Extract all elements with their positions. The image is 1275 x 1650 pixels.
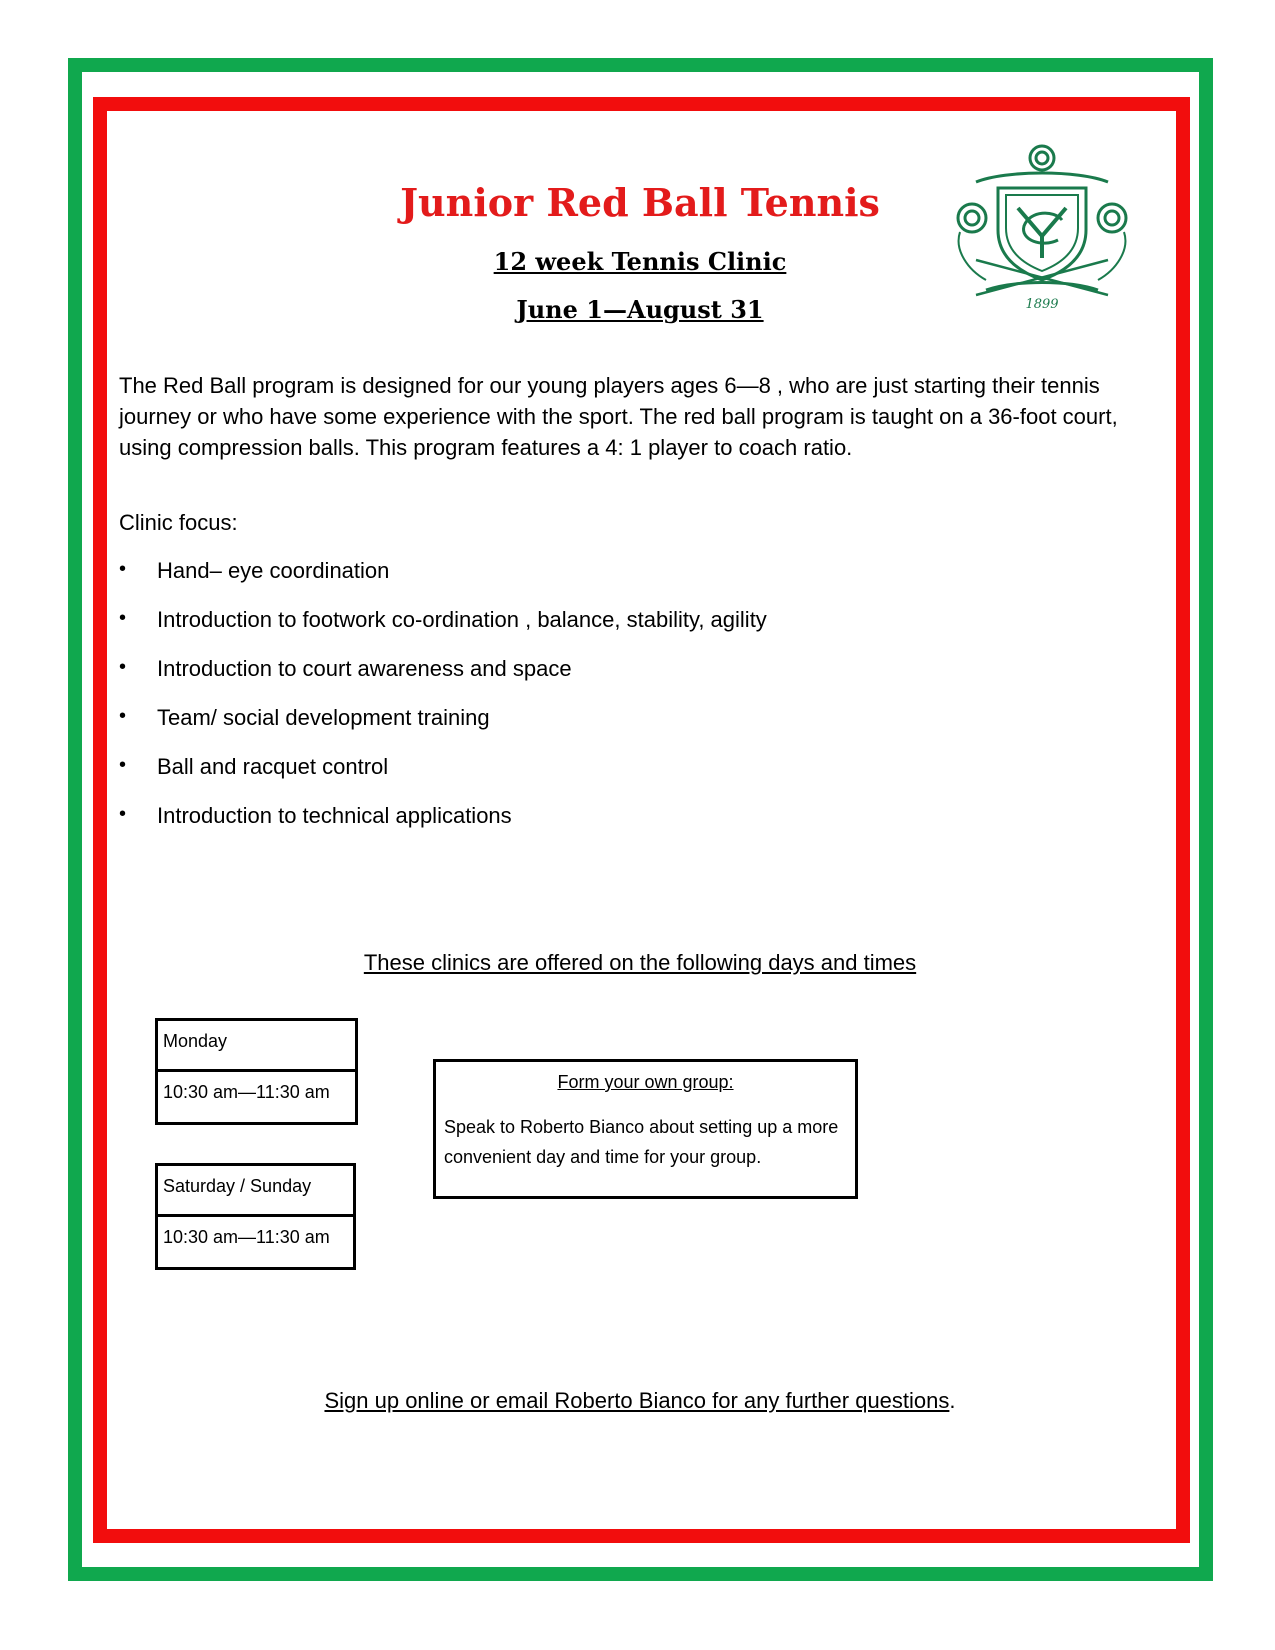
- schedule-days: Saturday / Sunday: [158, 1166, 353, 1217]
- page-title: Junior Red Ball Tennis: [400, 180, 880, 225]
- schedule-box-weekend: [155, 1163, 356, 1270]
- bullet-icon: •: [119, 705, 127, 727]
- list-item: • Hand– eye coordination: [119, 558, 390, 583]
- club-crest-icon: [946, 140, 1138, 312]
- bullet-icon: •: [119, 607, 127, 629]
- clinic-focus-label: Clinic focus:: [119, 510, 238, 535]
- form-group-title: Form your own group:: [557, 1072, 734, 1092]
- signup-note: [0, 1388, 1275, 1414]
- list-item: • Introduction to court awareness and space: [119, 656, 572, 681]
- list-item: • Team/ social development training: [119, 705, 490, 730]
- signup-text: Sign up online or email Roberto Bianco for any further questions: [324, 1388, 950, 1413]
- list-item: • Introduction to technical applications: [119, 803, 512, 828]
- form-group-box: [433, 1059, 858, 1199]
- schedule-days: Monday: [158, 1021, 355, 1072]
- bullet-icon: •: [119, 558, 127, 580]
- list-item: • Introduction to footwork co-ordination , balance, stability, agility: [119, 607, 767, 632]
- bullet-icon: •: [119, 656, 127, 678]
- clinic-focus-list: [119, 558, 767, 852]
- program-description: The Red Ball program is designed for our young players ages 6—8 , who are just starting their tennis journey or who have some experience with the sport. The red ball program is taught on a 36-foot court, using compression balls. This program features a 4: 1 player to coach ratio.: [119, 373, 1118, 460]
- schedule-box-monday: [155, 1018, 358, 1125]
- signup-period: .: [949, 1388, 956, 1413]
- clinic-dates: June 1—August 31: [516, 295, 764, 324]
- bullet-icon: •: [119, 754, 127, 776]
- form-group-text: Speak to Roberto Bianco about setting up a more convenient day and time for your group.: [444, 1117, 839, 1167]
- schedule-time: 10:30 am—11:30 am: [163, 1226, 330, 1247]
- clinic-subtitle: 12 week Tennis Clinic: [493, 247, 787, 276]
- schedule-heading: These clinics are offered on the following days and times: [363, 950, 917, 975]
- list-item: • Ball and racquet control: [119, 754, 389, 779]
- bullet-icon: •: [119, 803, 127, 825]
- svg-text:1899: 1899: [1025, 297, 1059, 312]
- schedule-time: 10:30 am—11:30 am: [163, 1081, 330, 1102]
